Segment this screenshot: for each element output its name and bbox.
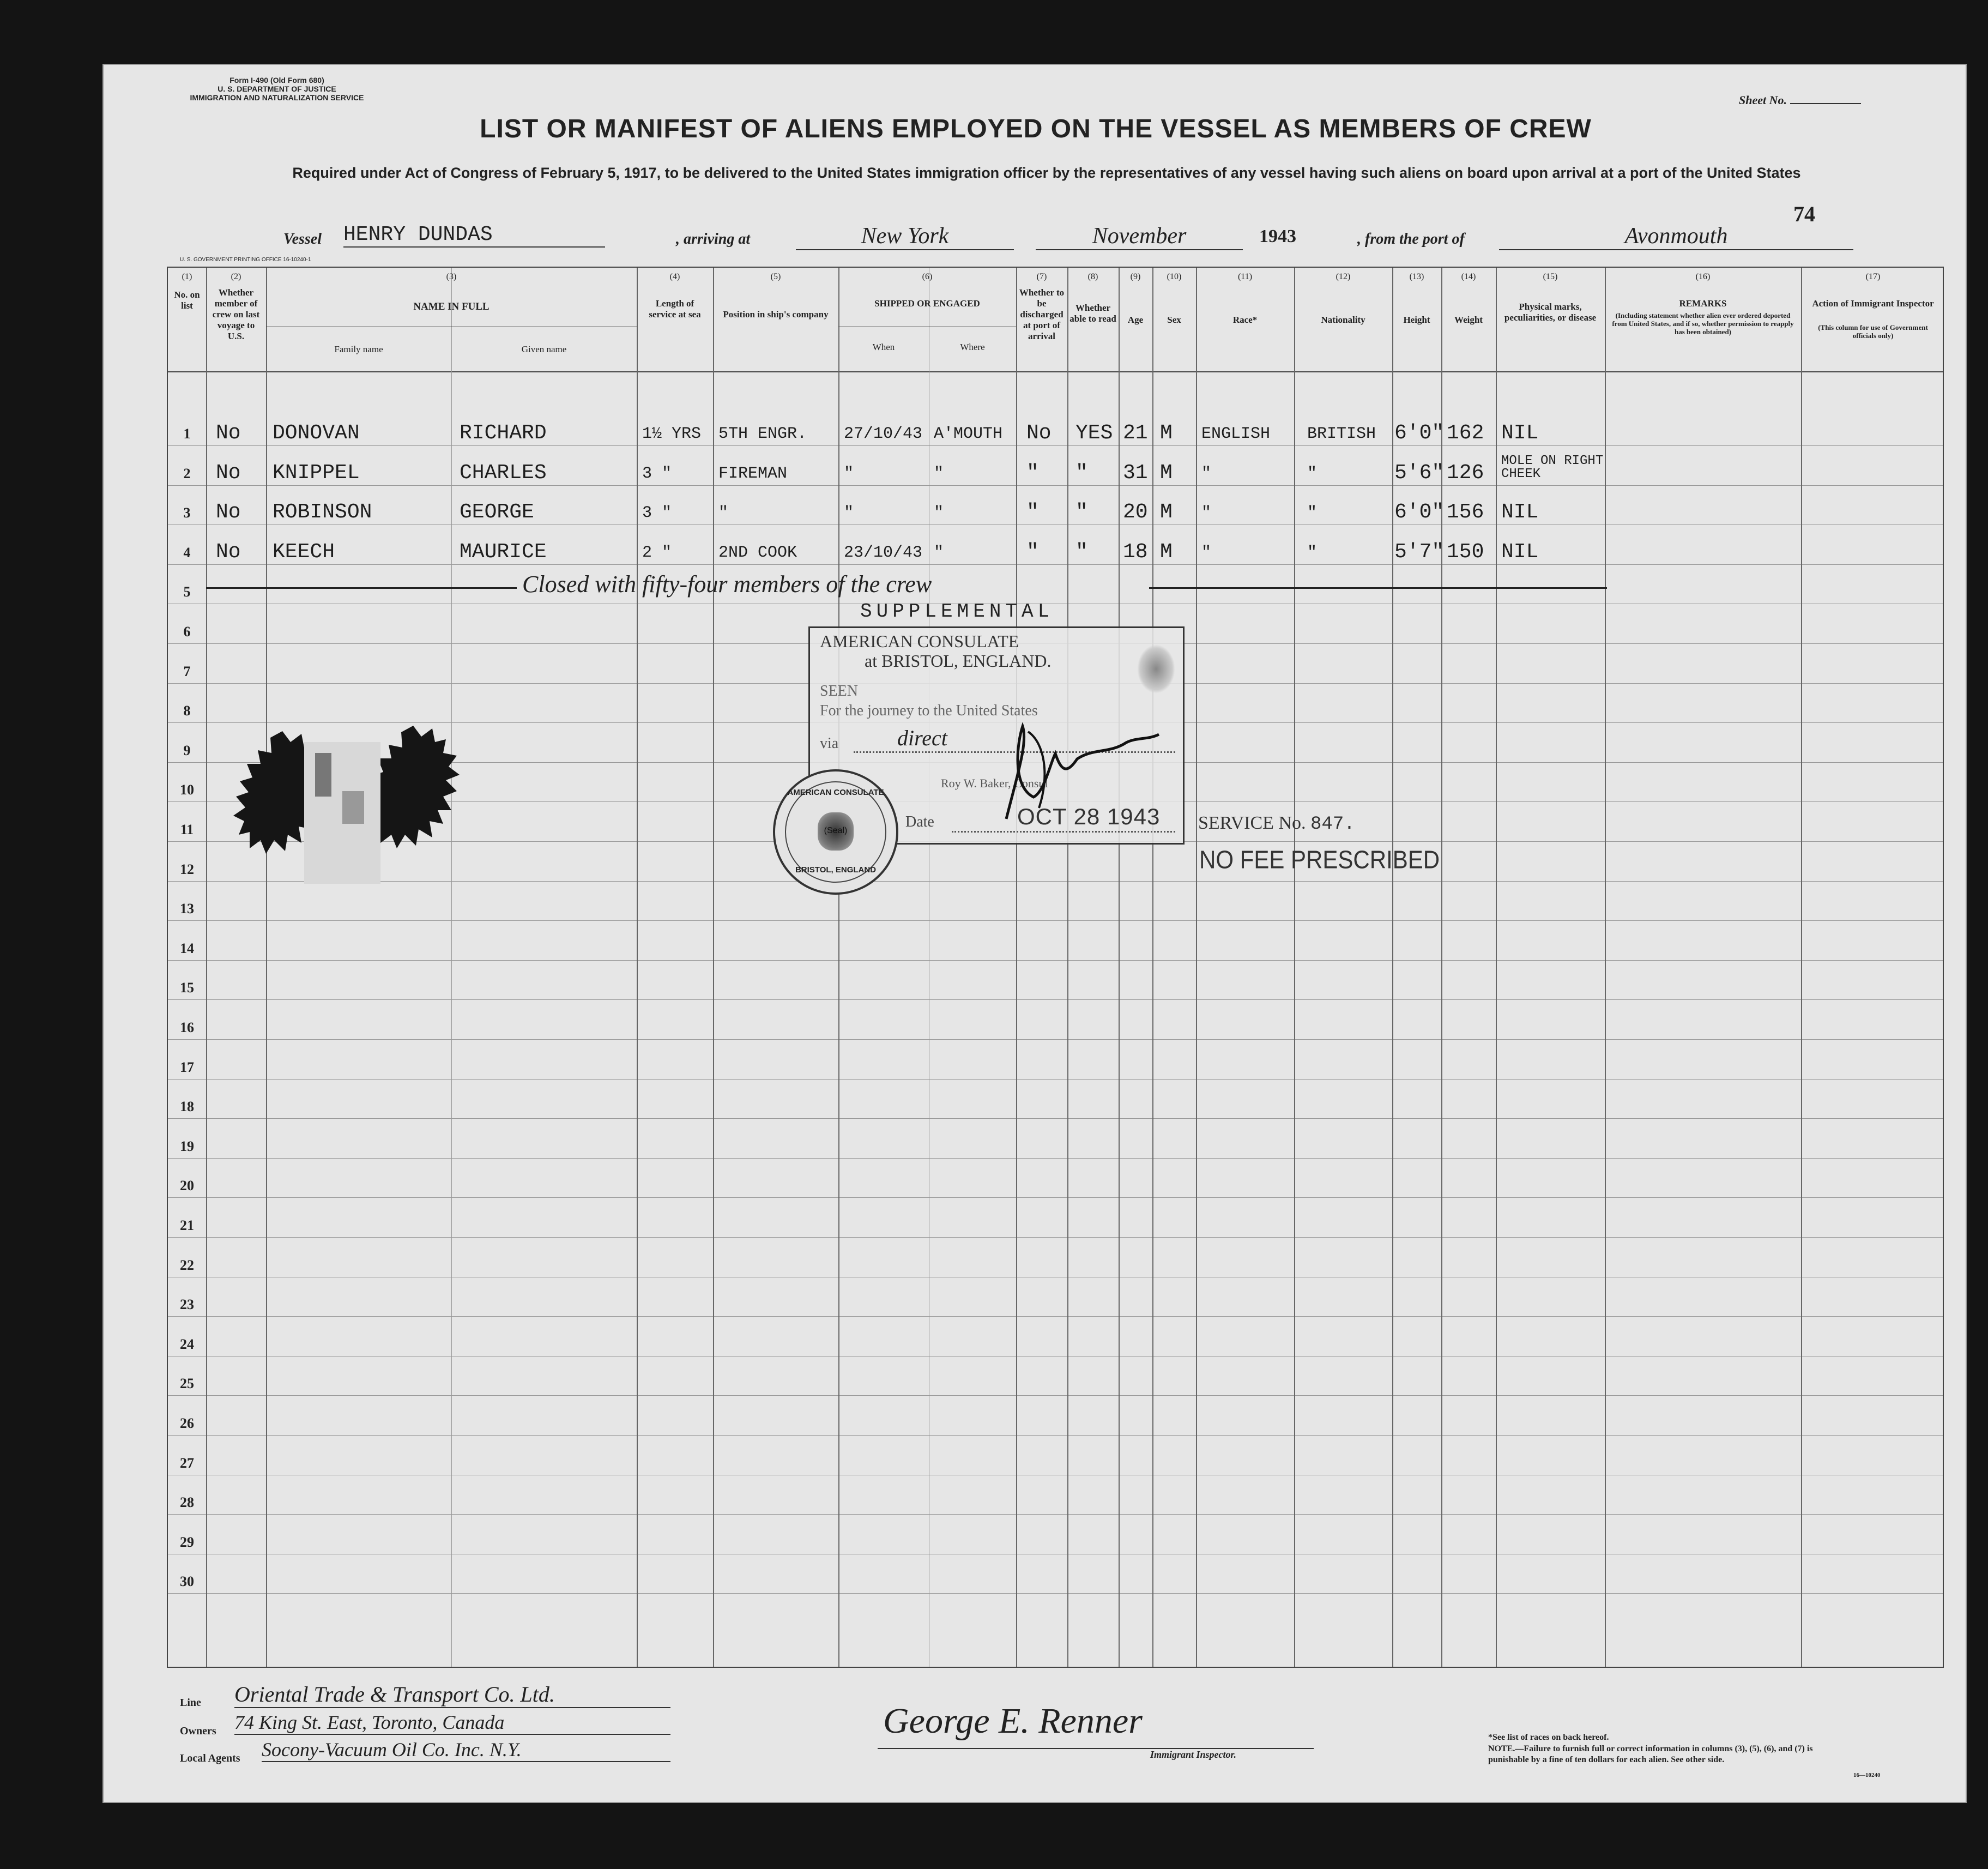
service-number bbox=[1198, 813, 1355, 835]
crew-cell-nationality: " bbox=[1307, 504, 1318, 523]
col-num-11: (11) bbox=[1237, 272, 1253, 281]
col-num-5: (5) bbox=[770, 272, 781, 281]
consul-signature bbox=[984, 710, 1164, 835]
arrival-year: 1943 bbox=[1259, 226, 1296, 246]
crew-cell-nationality: BRITISH bbox=[1307, 425, 1376, 443]
stamp-via-label: via bbox=[820, 735, 839, 752]
col-head-discharged: Whether to be discharged at port of arrival bbox=[1019, 287, 1065, 341]
row-number: 28 bbox=[180, 1494, 194, 1511]
crew-cell-height: 6'0" bbox=[1394, 501, 1445, 524]
crew-cell-height: 5'6" bbox=[1394, 461, 1445, 485]
crew-cell-discharged: No bbox=[1026, 421, 1052, 445]
crew-cell-family: KNIPPEL bbox=[273, 461, 360, 485]
crew-cell-read: " bbox=[1075, 501, 1088, 524]
crew-table bbox=[167, 267, 1944, 1668]
row-number: 25 bbox=[180, 1376, 194, 1392]
crew-cell-family: DONOVAN bbox=[273, 421, 360, 445]
footer-agents-label: Local Agents bbox=[180, 1752, 240, 1764]
service-number-value: 847. bbox=[1310, 814, 1355, 835]
crew-cell-position: 5TH ENGR. bbox=[718, 425, 807, 443]
crew-cell-age: 21 bbox=[1123, 421, 1148, 445]
stamp-line2: at BRISTOL, ENGLAND. bbox=[865, 651, 1052, 671]
row-number: 7 bbox=[183, 663, 191, 679]
crew-cell-when: " bbox=[844, 464, 854, 483]
crew-cell-discharged: " bbox=[1026, 540, 1039, 564]
seal-bottom-text: BRISTOL, ENGLAND bbox=[795, 865, 877, 875]
col-num-6: (6) bbox=[922, 272, 933, 281]
inspector-label: Immigrant Inspector. bbox=[1150, 1749, 1237, 1760]
crew-cell-sex: M bbox=[1160, 540, 1173, 564]
crew-cell-marks: NIL bbox=[1501, 421, 1539, 445]
col-num-1: (1) bbox=[182, 272, 192, 281]
row-number: 2 bbox=[183, 465, 191, 481]
row-number: 26 bbox=[180, 1415, 194, 1431]
page-title: LIST OR MANIFEST OF ALIENS EMPLOYED ON THE VESSEL AS MEMBERS OF CREW bbox=[480, 114, 1592, 143]
col-num-4: (4) bbox=[669, 272, 680, 281]
form-code: 16—10240 bbox=[1853, 1772, 1881, 1778]
crew-cell-weight: 156 bbox=[1447, 501, 1484, 524]
footer-agents-value: Socony-Vacuum Oil Co. Inc. N.Y. bbox=[262, 1738, 670, 1762]
crew-cell-service: 3 " bbox=[642, 464, 672, 483]
crew-cell-age: 18 bbox=[1123, 540, 1148, 564]
seal-center-text: (Seal) bbox=[824, 826, 848, 835]
col-head-position: Position in ship's company bbox=[723, 309, 829, 319]
crew-cell-age: 20 bbox=[1123, 501, 1148, 524]
page-subtitle: Required under Act of Congress of February 5, 1917, to be delivered to the United States immigration officer by the representatives of any vessel having such aliens on board upon arrival at a port of the United States bbox=[292, 165, 1801, 181]
row-number: 19 bbox=[180, 1138, 194, 1154]
col-head-sex: Sex bbox=[1167, 315, 1181, 325]
sheet-number-label: Sheet No. bbox=[1739, 93, 1787, 107]
arrival-port: New York bbox=[796, 223, 1014, 250]
stamp-seen: SEEN bbox=[820, 683, 858, 700]
row-number: 8 bbox=[183, 703, 191, 719]
col-num-16: (16) bbox=[1695, 272, 1711, 281]
crew-cell-last-voyage: No bbox=[216, 501, 241, 524]
row-number: 21 bbox=[180, 1217, 194, 1233]
row-number: 16 bbox=[180, 1020, 194, 1035]
printer-note: U. S. GOVERNMENT PRINTING OFFICE 16-10240-1 bbox=[180, 257, 311, 263]
sheet-number bbox=[1739, 93, 1861, 107]
seal-top-text: AMERICAN CONSULATE bbox=[787, 788, 884, 797]
row-number: 15 bbox=[180, 980, 194, 996]
crew-cell-race: " bbox=[1201, 504, 1212, 523]
stamp-via-value: direct bbox=[897, 726, 947, 750]
crew-cell-marks: NIL bbox=[1501, 501, 1539, 524]
crew-cell-service: 3 " bbox=[642, 504, 672, 523]
consulate-seal bbox=[773, 769, 898, 895]
crew-cell-given: RICHARD bbox=[460, 421, 547, 445]
form-id-line1: Form I-490 (Old Form 680) bbox=[229, 76, 324, 85]
crew-cell-read: YES bbox=[1075, 421, 1113, 445]
crew-cell-race: " bbox=[1201, 543, 1212, 562]
crew-cell-family: ROBINSON bbox=[273, 501, 372, 524]
crew-cell-discharged: " bbox=[1026, 501, 1039, 524]
col-num-15: (15) bbox=[1543, 272, 1558, 281]
crew-cell-marks: NIL bbox=[1501, 540, 1539, 564]
crew-cell-position: FIREMAN bbox=[718, 464, 788, 483]
closed-note: Closed with fifty-four members of the crew bbox=[522, 571, 932, 598]
footer-line-value: Oriental Trade & Transport Co. Ltd. bbox=[234, 1681, 670, 1708]
row-number: 23 bbox=[180, 1297, 194, 1313]
col-head-shipped-engaged: SHIPPED OR ENGAGED bbox=[874, 298, 980, 309]
crew-cell-sex: M bbox=[1160, 421, 1173, 445]
row-number: 3 bbox=[183, 505, 191, 521]
crew-cell-sex: M bbox=[1160, 461, 1173, 485]
row-number: 11 bbox=[180, 822, 194, 837]
crew-cell-read: " bbox=[1075, 540, 1088, 564]
stamp-date-value: OCT 28 1943 bbox=[1017, 804, 1161, 829]
row-number: 17 bbox=[180, 1059, 194, 1075]
from-port-label: , from the port of bbox=[1357, 231, 1465, 248]
departure-port: Avonmouth bbox=[1499, 223, 1853, 250]
crew-cell-read: " bbox=[1075, 461, 1088, 485]
row-number: 6 bbox=[183, 624, 191, 640]
crew-cell-height: 5'7" bbox=[1394, 540, 1445, 564]
col-head-service-length: Length of service at sea bbox=[649, 298, 701, 319]
vessel-line bbox=[283, 223, 1875, 254]
row-number: 27 bbox=[180, 1455, 194, 1471]
subhead-when: When bbox=[872, 342, 895, 352]
crew-cell-where: A'MOUTH bbox=[934, 425, 1003, 443]
no-fee-label: NO FEE PRESCRIBED bbox=[1199, 845, 1440, 874]
stamp-journey: For the journey to the United States bbox=[820, 702, 1038, 719]
crew-cell-when: 23/10/43 bbox=[844, 543, 923, 562]
subhead-where: Where bbox=[960, 342, 985, 352]
row-number: 22 bbox=[180, 1257, 194, 1273]
stamp-line1: AMERICAN CONSULATE bbox=[820, 631, 1019, 651]
row-number: 1 bbox=[183, 426, 191, 442]
col-head-height: Height bbox=[1403, 315, 1430, 325]
col-head-no-on-list: No. on list bbox=[174, 290, 200, 311]
col-head-remarks: REMARKS bbox=[1679, 298, 1727, 309]
col-head-weight: Weight bbox=[1454, 315, 1483, 325]
row-number: 18 bbox=[180, 1099, 194, 1115]
subhead-given-name: Given name bbox=[521, 344, 567, 354]
col-num-9: (9) bbox=[1130, 272, 1141, 281]
crew-cell-nationality: " bbox=[1307, 543, 1318, 562]
footer bbox=[180, 1676, 1946, 1785]
col-head-last-voyage: Whether member of crew on last voyage to U.S. bbox=[212, 287, 260, 341]
wax-seal bbox=[233, 720, 473, 922]
row-number: 12 bbox=[180, 861, 194, 877]
form-id bbox=[162, 76, 391, 102]
crew-cell-where: " bbox=[934, 504, 944, 523]
col-num-3: (3) bbox=[446, 272, 457, 281]
supplemental-label: SUPPLEMENTAL bbox=[860, 600, 1054, 623]
col-head-inspector-action: Action of Immigrant Inspector bbox=[1812, 298, 1934, 309]
row-number: 4 bbox=[183, 544, 191, 560]
races-note: *See list of races on back hereof. bbox=[1488, 1733, 1609, 1742]
stamp-consul: Roy W. Baker, Consul bbox=[941, 776, 1048, 790]
col-num-13: (13) bbox=[1409, 272, 1424, 281]
subhead-family-name: Family name bbox=[334, 344, 383, 354]
crew-cell-when: 27/10/43 bbox=[844, 425, 923, 443]
col-head-nationality: Nationality bbox=[1321, 315, 1365, 325]
vessel-name: HENRY DUNDAS bbox=[343, 223, 605, 248]
stamp-date-label: Date bbox=[905, 813, 934, 830]
col-num-12: (12) bbox=[1336, 272, 1351, 281]
crew-cell-last-voyage: No bbox=[216, 421, 241, 445]
row-number: 30 bbox=[180, 1573, 194, 1590]
crew-cell-last-voyage: No bbox=[216, 461, 241, 485]
row-number: 20 bbox=[180, 1178, 194, 1194]
col-num-10: (10) bbox=[1167, 272, 1182, 281]
stamp-smudge bbox=[1137, 644, 1175, 694]
col-num-2: (2) bbox=[231, 272, 241, 281]
crew-cell-where: " bbox=[934, 543, 944, 562]
arriving-label: , arriving at bbox=[676, 231, 751, 248]
crew-cell-when: " bbox=[844, 504, 854, 523]
col-head-race: Race* bbox=[1232, 315, 1258, 325]
inspector-signature: George E. Renner bbox=[883, 1701, 1143, 1741]
crew-cell-weight: 162 bbox=[1447, 421, 1484, 445]
crew-cell-given: GEORGE bbox=[460, 501, 534, 524]
crew-cell-height: 6'0" bbox=[1394, 421, 1445, 445]
footer-owners-label: Owners bbox=[180, 1725, 216, 1737]
crew-cell-where: " bbox=[934, 464, 944, 483]
vessel-label: Vessel bbox=[283, 231, 322, 248]
crew-cell-position: 2ND COOK bbox=[718, 543, 797, 562]
crew-cell-weight: 126 bbox=[1447, 461, 1484, 485]
crew-cell-weight: 150 bbox=[1447, 540, 1484, 564]
form-id-line2: U. S. DEPARTMENT OF JUSTICE bbox=[217, 85, 336, 93]
crew-cell-marks: MOLE ON RIGHT CHEEK bbox=[1501, 453, 1604, 481]
arrival-month: November bbox=[1036, 223, 1243, 250]
crew-cell-family: KEECH bbox=[273, 540, 335, 564]
inspector-note: (This column for use of Government officials only) bbox=[1818, 323, 1928, 340]
row-number: 5 bbox=[183, 584, 191, 600]
form-id-line3: IMMIGRATION AND NATURALIZATION SERVICE bbox=[190, 93, 364, 102]
col-head-name-in-full: NAME IN FULL bbox=[413, 301, 490, 312]
crew-cell-age: 31 bbox=[1123, 461, 1148, 485]
col-head-physical-marks: Physical marks, peculiarities, or disease bbox=[1504, 302, 1597, 323]
col-num-7: (7) bbox=[1036, 272, 1047, 281]
crew-cell-given: MAURICE bbox=[460, 540, 547, 564]
crew-cell-sex: M bbox=[1160, 501, 1173, 524]
crew-cell-service: 2 " bbox=[642, 543, 672, 562]
footer-line-label: Line bbox=[180, 1697, 201, 1709]
crew-cell-nationality: " bbox=[1307, 464, 1318, 483]
manifest-sheet bbox=[102, 64, 1967, 1803]
row-number: 14 bbox=[180, 940, 194, 956]
row-number: 29 bbox=[180, 1534, 194, 1550]
row-number: 13 bbox=[180, 901, 194, 917]
page-number: 74 bbox=[1793, 202, 1815, 226]
crew-cell-discharged: " bbox=[1026, 461, 1039, 485]
crew-cell-last-voyage: No bbox=[216, 540, 241, 564]
crew-cell-position: " bbox=[718, 504, 729, 523]
crew-cell-race: ENGLISH bbox=[1201, 425, 1271, 443]
service-label: SERVICE No. bbox=[1198, 813, 1306, 833]
col-head-able-to-read: Whether able to read bbox=[1069, 303, 1116, 324]
remarks-note: (Including statement whether alien ever ordered deported from United States, and if so, whether permission to reapply has been obtained) bbox=[1612, 311, 1794, 336]
col-num-14: (14) bbox=[1461, 272, 1476, 281]
fine-note: NOTE.—Failure to furnish full or correct information in columns (3), (5), (6), and (7) is punishable by a fine of ten dollars for each alien. See other side. bbox=[1488, 1744, 1813, 1764]
crew-cell-service: 1½ YRS bbox=[642, 425, 702, 443]
crew-cell-given: CHARLES bbox=[460, 461, 547, 485]
row-number: 24 bbox=[180, 1336, 194, 1352]
col-num-8: (8) bbox=[1087, 272, 1098, 281]
footer-owners-value: 74 King St. East, Toronto, Canada bbox=[234, 1711, 670, 1735]
row-number: 10 bbox=[180, 782, 194, 798]
row-number: 9 bbox=[183, 742, 191, 758]
col-num-17: (17) bbox=[1865, 272, 1881, 281]
crew-cell-race: " bbox=[1201, 464, 1212, 483]
col-head-age: Age bbox=[1127, 315, 1144, 325]
